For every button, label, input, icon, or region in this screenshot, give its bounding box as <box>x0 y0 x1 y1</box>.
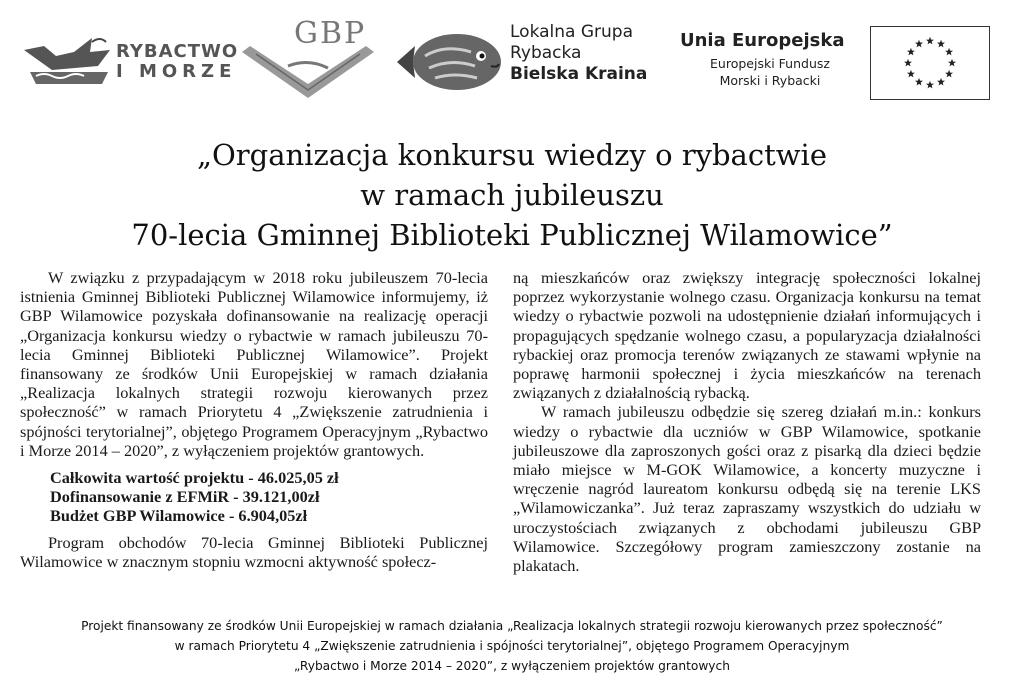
rybactwo-logo-line2: I MORZE <box>116 61 237 82</box>
fish-boat-icon <box>22 32 114 92</box>
title-line3: 70-lecia Gminnej Biblioteki Publicznej Wilamowice” <box>131 218 893 252</box>
eu-star-icon <box>937 78 945 86</box>
eu-star-icon <box>907 48 915 56</box>
eu-star-icon <box>904 59 912 67</box>
column-left <box>20 268 488 571</box>
value-efmir: Dofinansowanie z EFMiR - 39.121,00zł <box>50 487 320 507</box>
paragraph-program-start: Program obchodów 70-lecia Gminnej Biblioteki Publicznej Wilamowice w znacznym stopniu wzmocni aktywność społecz- <box>20 533 488 572</box>
eu-star-icon <box>945 70 953 78</box>
ue-subtitle-line1: Europejski Fundusz <box>710 56 830 71</box>
value-gbp: Budżet GBP Wilamowice - 6.904,05zł <box>50 506 308 526</box>
lgr-logo-line1: Lokalna Grupa <box>510 22 634 42</box>
paragraph-events: W ramach jubileuszu odbędzie się szereg działań m.in.: konkurs wiedzy o rybactwie dla uczniów w GBP Wilamowice, spotkanie jubileuszowe dla zaproszonych gości oraz z pisarką dla dzieci będzie miało miejsce w M-GOK Wilamowice, a koncerty muzyczne i wręczenie nagród laureatom konkursu odbędą się na terenie LKS „Wilamowiczanka”. Już teraz zapraszamy wszystkich do udziału w uroczystościach związanych z obchodami jubileuszu GBP Wilamowice. Szczegółowy program zamieszczony zostanie na plakatach. <box>513 402 981 576</box>
eu-star-icon <box>945 48 953 56</box>
gbp-logo <box>238 10 378 105</box>
rybactwo-i-morze-logo <box>22 32 237 92</box>
column-right <box>513 268 981 575</box>
paragraph-program-continued: ną mieszkańców oraz zwiększy integrację społeczności lokalnej poprzez wykorzystanie wolnego czasu. Organizacja konkursu na temat wiedzy o rybactwie pozwoli na udostępnienie działań informujących i propagujących spędzanie wolnego czasu, a popularyzacja działalności rybackiej oraz promocja terenów związanych ze stawami wpłynie na poprawę harmonii społecznej i życia mieszkańców na terenach związanych z działalnością rybacką. <box>513 268 981 403</box>
footer-line1: Projekt finansowany ze środków Unii Europejskiej w ramach działania „Realizacja lokalnych strategii rozwoju kierowanych przez społeczność” <box>81 619 943 633</box>
eu-flag <box>870 26 990 100</box>
lgr-logo-line2: Rybacka <box>510 43 582 63</box>
eu-flag-icon <box>871 27 989 99</box>
eu-star-icon <box>948 59 956 67</box>
gbp-logo-text: GBP <box>294 16 367 51</box>
title-line2: w ramach jubileuszu <box>360 178 664 212</box>
footer-note <box>0 616 1024 676</box>
project-values <box>50 468 488 525</box>
ue-title: Unia Europejska <box>680 30 845 51</box>
eu-star-icon <box>915 78 923 86</box>
eu-star-icon <box>915 40 923 48</box>
page-title <box>0 135 1024 255</box>
footer-line2: w ramach Priorytetu 4 „Zwiększenie zatrudnienia i spójności terytorialnej”, objętego Programem Operacyjnym <box>174 639 850 653</box>
title-line1: „Organizacja konkursu wiedzy o rybactwie <box>196 138 827 172</box>
logo-bar <box>0 0 1024 130</box>
eu-star-icon <box>907 70 915 78</box>
footer-line3: „Rybactwo i Morze 2014 – 2020”, z wyłączeniem projektów grantowych <box>294 659 730 673</box>
eu-star-icon <box>926 81 934 89</box>
fish-icon <box>395 22 505 102</box>
ue-subtitle-line2: Morski i Rybacki <box>719 73 821 88</box>
paragraph-intro: W związku z przypadającym w 2018 roku jubileuszem 70-lecia istnienia Gminnej Biblioteki Publicznej Wilamowice informujemy, iż GBP Wilamowice pozyskała dofinansowanie na realizację operacji „Organizacja konkursu wiedzy o rybactwie w ramach jubileuszu 70-lecia Gminnej Biblioteki Publicznej Wilamowice”. Projekt finansowany ze środków Unii Europejskiej w ramach działania „Realizacja lokalnych strategii rozwoju kierowanych przez społeczność” w ramach Priorytetu 4 „Zwiększenie zatrudnienia i spójności terytorialnej”, objętego Programem Operacyjnym „Rybactwo i Morze 2014 – 2020”, z wyłączeniem projektów grantowych. <box>20 268 488 460</box>
eu-star-icon <box>937 40 945 48</box>
value-total: Całkowita wartość projektu - 46.025,05 zł <box>50 468 339 488</box>
lgr-bielska-kraina-logo <box>395 18 665 108</box>
ue-text-block <box>680 30 860 89</box>
eu-star-icon <box>926 37 934 45</box>
rybactwo-logo-line1: RYBACTWO <box>116 41 239 62</box>
lgr-logo-line3: Bielska Kraina <box>510 64 648 84</box>
